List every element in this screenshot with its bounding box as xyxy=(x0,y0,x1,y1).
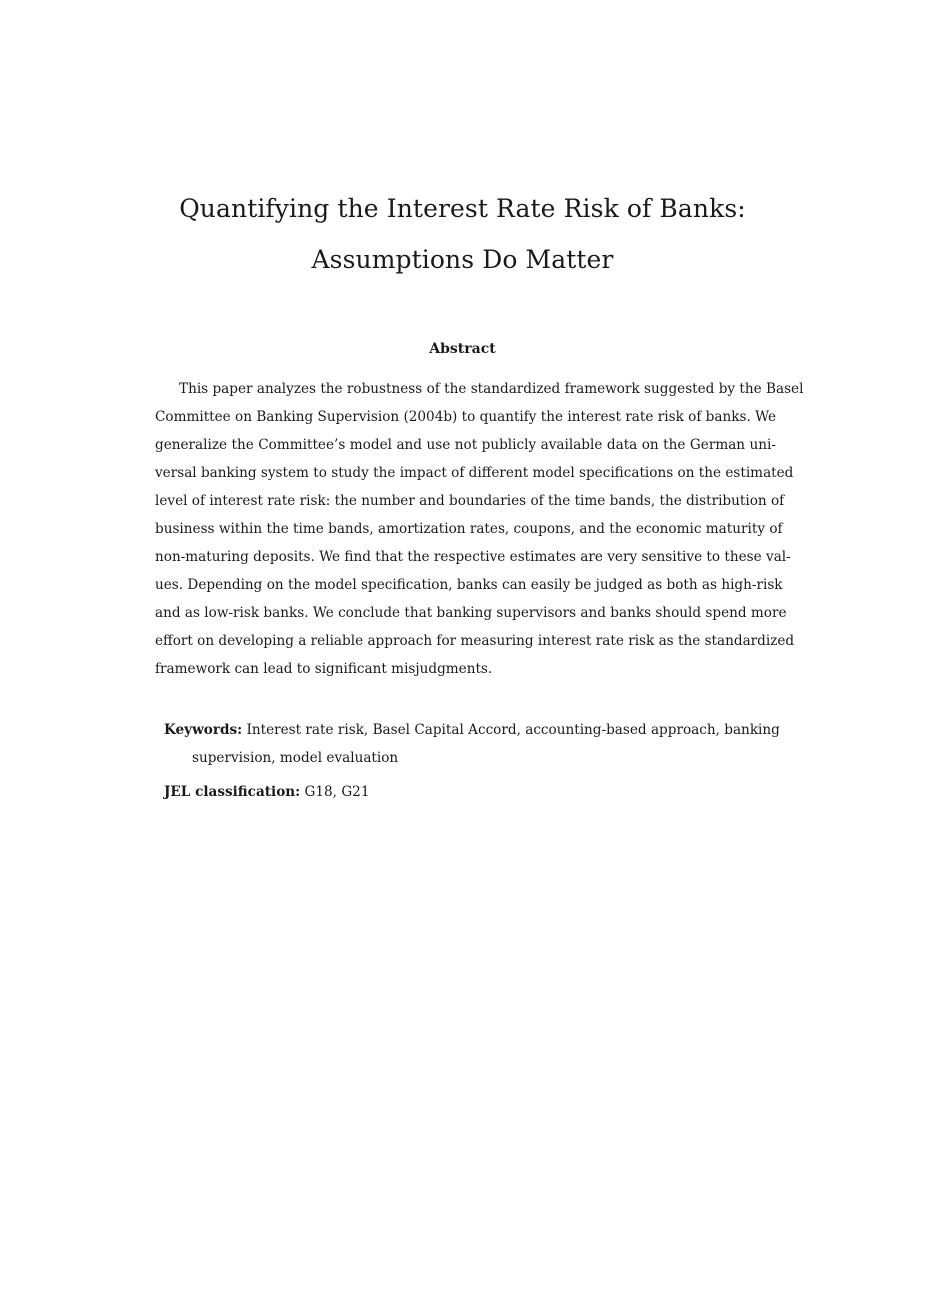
keywords-label: Keywords: xyxy=(164,722,243,738)
jel-codes: G18, G21 xyxy=(304,784,370,800)
abstract-heading: Abstract xyxy=(429,341,496,357)
keywords-text-2: supervision, model evaluation xyxy=(192,750,399,766)
abstract-line: level of interest rate risk: the number and boundaries of the time bands, the distribution of xyxy=(155,493,785,509)
jel-label: JEL classification: xyxy=(164,784,301,800)
abstract-line: framework can lead to significant misjudgments. xyxy=(155,661,493,677)
abstract-body xyxy=(155,375,804,683)
paper-title-line-2: Assumptions Do Matter xyxy=(311,245,614,274)
abstract-line: Committee on Banking Supervision (2004b) to quantify the interest rate risk of banks. We xyxy=(155,409,776,425)
abstract-line: and as low-risk banks. We conclude that banking supervisors and banks should spend more xyxy=(155,605,787,621)
keywords-line-1 xyxy=(164,716,780,744)
jel-block xyxy=(164,778,776,806)
abstract-line: generalize the Committee’s model and use not publicly available data on the German uni- xyxy=(155,437,776,453)
abstract-line: This paper analyzes the robustness of the standardized framework suggested by the Basel xyxy=(179,381,804,397)
keywords-text-1: Interest rate risk, Basel Capital Accord, accounting-based approach, banking xyxy=(246,722,780,738)
paper-title-line-1: Quantifying the Interest Rate Risk of Banks: xyxy=(179,194,746,223)
abstract-line: effort on developing a reliable approach for measuring interest rate risk as the standardized xyxy=(155,633,795,649)
abstract-line: versal banking system to study the impact of different model specifications on the estimated xyxy=(155,465,794,481)
keywords-block xyxy=(164,716,780,772)
abstract-line: non-maturing deposits. We find that the respective estimates are very sensitive to these val- xyxy=(155,549,791,565)
abstract-line: ues. Depending on the model specification, banks can easily be judged as both as high-risk xyxy=(155,577,783,593)
abstract-line: business within the time bands, amortization rates, coupons, and the economic maturity of xyxy=(155,521,783,537)
